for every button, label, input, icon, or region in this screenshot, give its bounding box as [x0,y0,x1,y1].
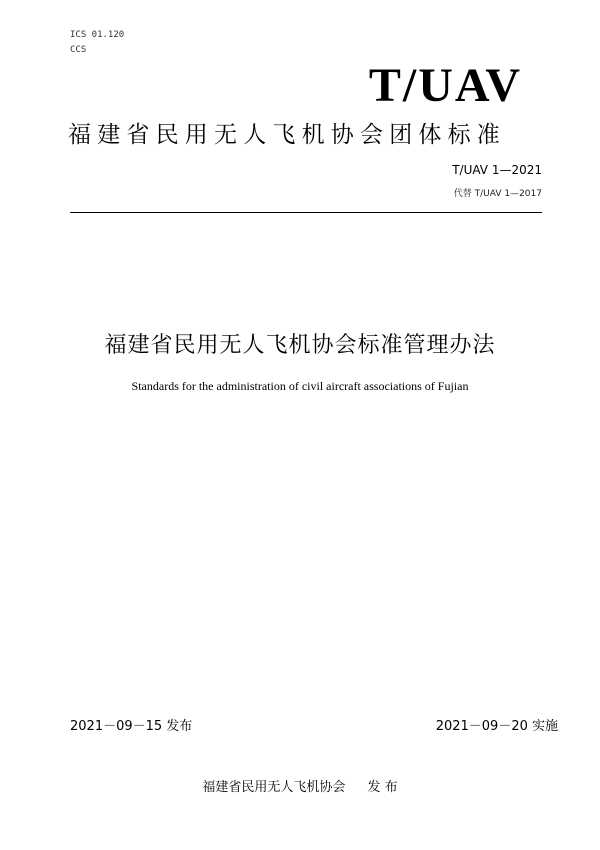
ics-code: ICS 01.120 [70,30,125,40]
header-divider [70,212,542,213]
document-title-english: Standards for the administration of civil aircraft associations of Fujian [131,379,469,393]
document-title-chinese: 福建省民用无人飞机协会标准管理办法 [104,333,496,358]
publish-action: 发 布 [367,780,398,795]
implementation-date: 2021－09－20 实施 [435,719,558,734]
standard-number: T/UAV 1—2021 [452,163,542,177]
standard-code-logo: T/UAV [368,59,522,112]
publisher-name: 福建省民用无人飞机协会 [202,780,346,795]
ccs-code: CCS [70,45,87,55]
publisher-line [0,776,600,795]
replaces-standard: 代替 T/UAV 1—2017 [453,189,542,199]
issue-date: 2021－09－15 发布 [70,719,193,734]
organization-standard-heading: 福建省民用无人飞机协会团体标准 [68,122,506,148]
